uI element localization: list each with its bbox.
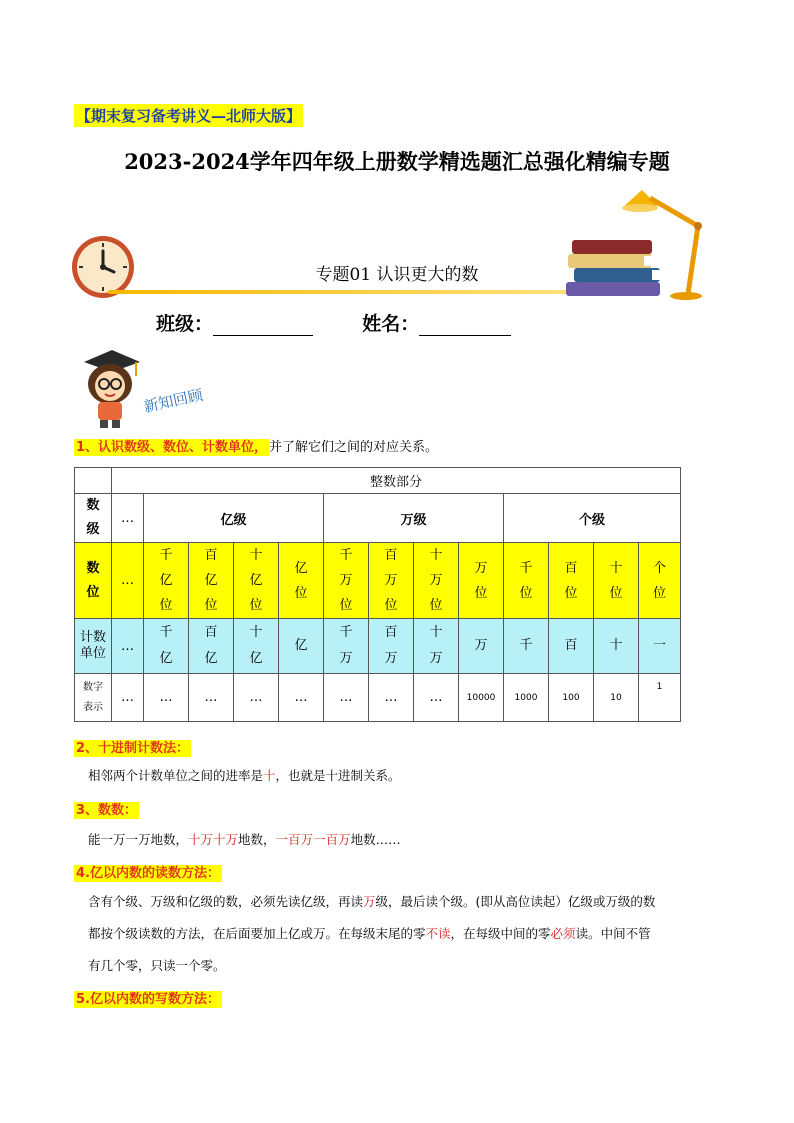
row-label-level: 数 级 [75,494,112,543]
unit-cell: 百 亿 [189,619,234,674]
section5 [74,988,222,1007]
unit-cell: 万 [459,619,504,674]
table-row [75,468,681,494]
table-row [75,494,681,543]
number-cell: … [189,674,234,722]
unit-cell: 十 万 [414,619,459,674]
place-cell: 千 万 位 [324,543,369,619]
unit-cell: 十 [594,619,639,674]
unit-cell: 千 万 [324,619,369,674]
level-ge: 个级 [504,494,681,543]
student-girl-icon [80,348,142,428]
text-run: 级，最后读个级。(即从高位读起）亿级或万级的数 [375,894,656,909]
text-run: 相邻两个计数单位之间的进率是 [88,768,264,783]
row-label-place: 数 位 [75,543,112,619]
text-line [88,886,728,918]
section3-heading: 3、数数： [76,803,138,818]
number-cell: … [414,674,459,722]
place-cell: 个 位 [639,543,681,619]
section3-text [88,824,401,856]
section2 [74,737,191,756]
place-cell: 十 位 [594,543,639,619]
section4-heading: 4.亿以内数的读数方法： [76,866,220,881]
text-run: 都按个级读数的方法，在后面要加上亿或万。在每级末尾的零 [88,926,426,941]
text-run: 一百万一百万 [275,832,351,847]
class-field[interactable] [213,315,313,336]
ellipsis-cell: … [112,619,144,674]
number-cell: … [279,674,324,722]
ellipsis-cell: … [112,674,144,722]
section5-heading: 5.亿以内数的写数方法： [76,992,220,1007]
table-corner [75,468,112,494]
integer-part-header: 整数部分 [112,468,681,494]
place-value-table [74,467,681,722]
number-cell: 10 [594,674,639,722]
section1 [74,436,438,455]
text-line [88,950,728,982]
section2-heading: 2、十进制计数法： [76,741,190,756]
section3 [74,799,139,818]
books-lamp-icon [564,186,714,302]
number-cell: … [369,674,414,722]
number-cell: … [234,674,279,722]
unit-cell: 十 亿 [234,619,279,674]
row-label-unit: 计数 单位 [75,619,112,674]
series-tag: 【期末复习备考讲义—北师大版】 [74,104,303,127]
unit-cell: 一 [639,619,681,674]
name-field[interactable] [419,315,511,336]
document-title: 2023-2024学年四年级上册数学精选题汇总强化精编专题 [124,149,670,174]
section2-text [88,760,401,792]
place-cell: 百 亿 位 [189,543,234,619]
place-cell: 百 位 [549,543,594,619]
text-run: 万 [363,894,376,909]
section4-text [88,886,728,982]
unit-cell: 千 [504,619,549,674]
number-cell: … [324,674,369,722]
text-run: 读。中间不管 [575,926,651,941]
place-cell: 千 亿 位 [144,543,189,619]
place-cell: 十 万 位 [414,543,459,619]
section1-text: 并了解它们之间的对应关系。 [269,440,439,455]
text-run: ，也就是十进制关系。 [275,768,401,783]
table-row [75,674,681,722]
unit-cell: 千 亿 [144,619,189,674]
unit-cell: 亿 [279,619,324,674]
text-run: 十万十万 [188,832,239,847]
topic-underline [108,290,578,294]
section1-heading: 1、认识数级、数位、计数单位， [76,440,268,455]
level-yi: 亿级 [144,494,324,543]
text-run: 十 [263,768,276,783]
text-run: ，在每级中间的零 [450,926,551,941]
unit-cell: 百 万 [369,619,414,674]
table-row [75,543,681,619]
ellipsis-cell: … [112,494,144,543]
student-info-row [156,309,511,336]
ellipsis-cell: … [112,543,144,619]
section4 [74,862,222,881]
number-cell: 1 [639,674,681,722]
place-cell: 十 亿 位 [234,543,279,619]
unit-cell: 百 [549,619,594,674]
text-run: 地数， [238,832,276,847]
row-label-number: 数字 表示 [75,674,112,722]
place-cell: 万 位 [459,543,504,619]
text-run: 地数…… [350,832,401,847]
topic-title: 专题01 认识更大的数 [315,265,479,285]
place-cell: 千 位 [504,543,549,619]
text-run: 必须 [550,926,576,941]
class-label: 班级： [156,313,214,335]
number-cell: 100 [549,674,594,722]
place-cell: 亿 位 [279,543,324,619]
text-line [88,918,728,950]
table-row [75,619,681,674]
text-run: 含有个级、万级和亿级的数，必须先读亿级，再读 [88,894,364,909]
number-cell: 1000 [504,674,549,722]
place-cell: 百 万 位 [369,543,414,619]
name-label: 姓名： [362,313,420,335]
review-label: 新知回顾 [142,385,205,417]
text-run: 有几个零，只读一个零。 [88,958,226,973]
text-run: 不读 [425,926,451,941]
number-cell: 10000 [459,674,504,722]
text-run: 能一万一万地数， [88,832,189,847]
level-wan: 万级 [324,494,504,543]
number-cell: … [144,674,189,722]
